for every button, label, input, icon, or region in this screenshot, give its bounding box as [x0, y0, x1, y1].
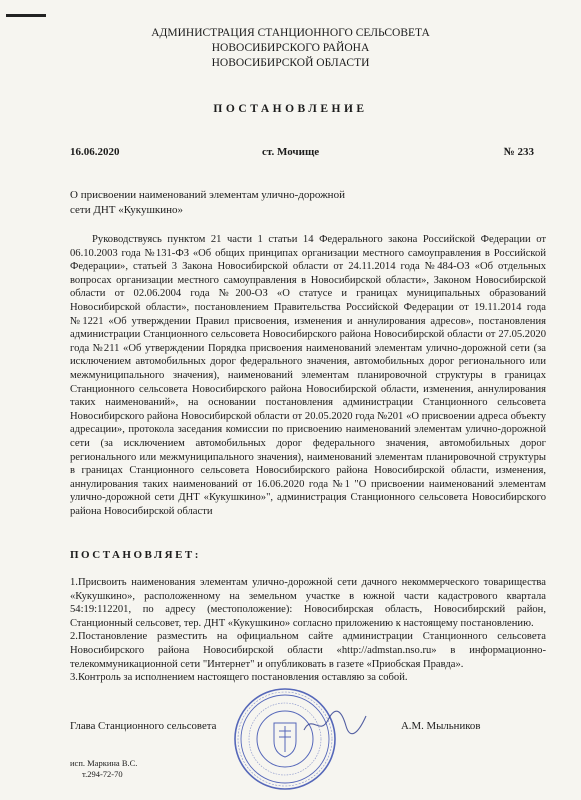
subject-line-1: О присвоении наименований элементам улично-дорожной: [70, 189, 345, 201]
signatory-title: Глава Станционного сельсовета: [70, 720, 217, 732]
document-place: ст. Мочище: [262, 146, 320, 158]
handwritten-signature: [300, 708, 370, 738]
executor-name: исп. Маркина В.С.: [70, 758, 138, 768]
subject-line-2: сети ДНТ «Кукушкино»: [70, 204, 184, 216]
signatory-name: А.М. Мыльников: [401, 720, 481, 732]
official-seal-stamp: [232, 686, 338, 792]
executor-block: [70, 758, 137, 780]
document-subject: [70, 188, 390, 218]
coat-of-arms-icon: [274, 723, 296, 757]
header-line-2: НОВОСИБИРСКОГО РАЙОНА: [211, 42, 370, 54]
resolves-heading: ПОСТАНОВЛЯЕТ:: [70, 549, 201, 561]
corner-mark: [6, 14, 46, 17]
resolution-items: [70, 576, 546, 685]
header-line-3: НОВОСИБИРСКОЙ ОБЛАСТИ: [211, 57, 370, 69]
document-date: 16.06.2020: [70, 146, 120, 158]
executor-phone: т.294-72-70: [82, 769, 123, 779]
resolution-item-1: 1.Присвоить наименования элементам улично-дорожной сети дачного некоммерческого товарищества «Кукушкино», расположенному на земельном участке в южной части кадастрового квартала 54:19:112201, по адресу (местоположение): Новосибирская область, Новосибирский район, Станционный сельсовет, тер. ДНТ «Кукушкино» согласно приложению к настоящему постановлению.: [70, 577, 546, 629]
resolution-item-3: 3.Контроль за исполнением настоящего постановления оставляю за собой.: [70, 672, 408, 684]
document-type: ПОСТАНОВЛЕНИЕ: [213, 103, 368, 115]
preamble-paragraph: Руководствуясь пунктом 21 части 1 статьи 14 Федерального закона Российской Федерации от 06.10.2003 года №131-ФЗ «Об общих принципах организации местного самоуправления в Российской Федерации», статьей 3 Закона Новосибирской области от 24.11.2014 года №484-ОЗ «Об отдельных вопросах организации местного самоуправления в Новосибирской области», Законом Новосибирской области от 02.06.2004 года №200-ОЗ «О статусе и границах муниципальных образований Новосибирской области», постановлением Правительства Российской Федерации от 19.11.2014 года №1221 «Об утверждении Правил присвоения, изменения и аннулирования адресов», постановления администрации Станционного сельсовета Новосибирского района Новосибирской области от 27.05.2020 года №211 «Об утверждении Порядка присвоения наименований элементам улично-дорожной сети (за исключением автомобильных дорог федерального значения, автомобильных дорог регионального или межмуниципального значения), наименований элементам планировочной структуры в границах Станционного сельсовета Новосибирского района Новосибирской области, изменения, аннулирования таких наименований», на основании постановления администрации Станционного сельсовета Новосибирского района Новосибирской области от 20.05.2020 года №201 «О присвоении адреса объекту адресации», протокола заседания комиссии по присвоению наименований элементам улично-дорожной сети (за исключением автомобильных дорог федерального значения, автомобильных дорог регионального или межмуниципального значения), наименований элементам планировочной структуры в границах Станционного сельсовета Новосибирского района Новосибирской области, изменения, аннулирования таких наименований от 16.06.2020 года №1 "О присвоении наименований элементам улично-дорожной сети ДНТ «Кукушкино»", администрация Станционного сельсовета Новосибирского района Новосибирской области: [70, 234, 546, 517]
resolution-item-2: 2.Постановление разместить на официальном сайте администрации Станционного сельсовета Новосибирского района Новосибирской области «http://admstan.nso.ru» в информационно-телекоммуникационной сети "Интернет" и опубликовать в газете «Приобская Правда».: [70, 631, 546, 670]
document-number: № 233: [503, 146, 534, 158]
header-line-1: АДМИНИСТРАЦИЯ СТАНЦИОННОГО СЕЛЬСОВЕТА: [151, 27, 430, 39]
